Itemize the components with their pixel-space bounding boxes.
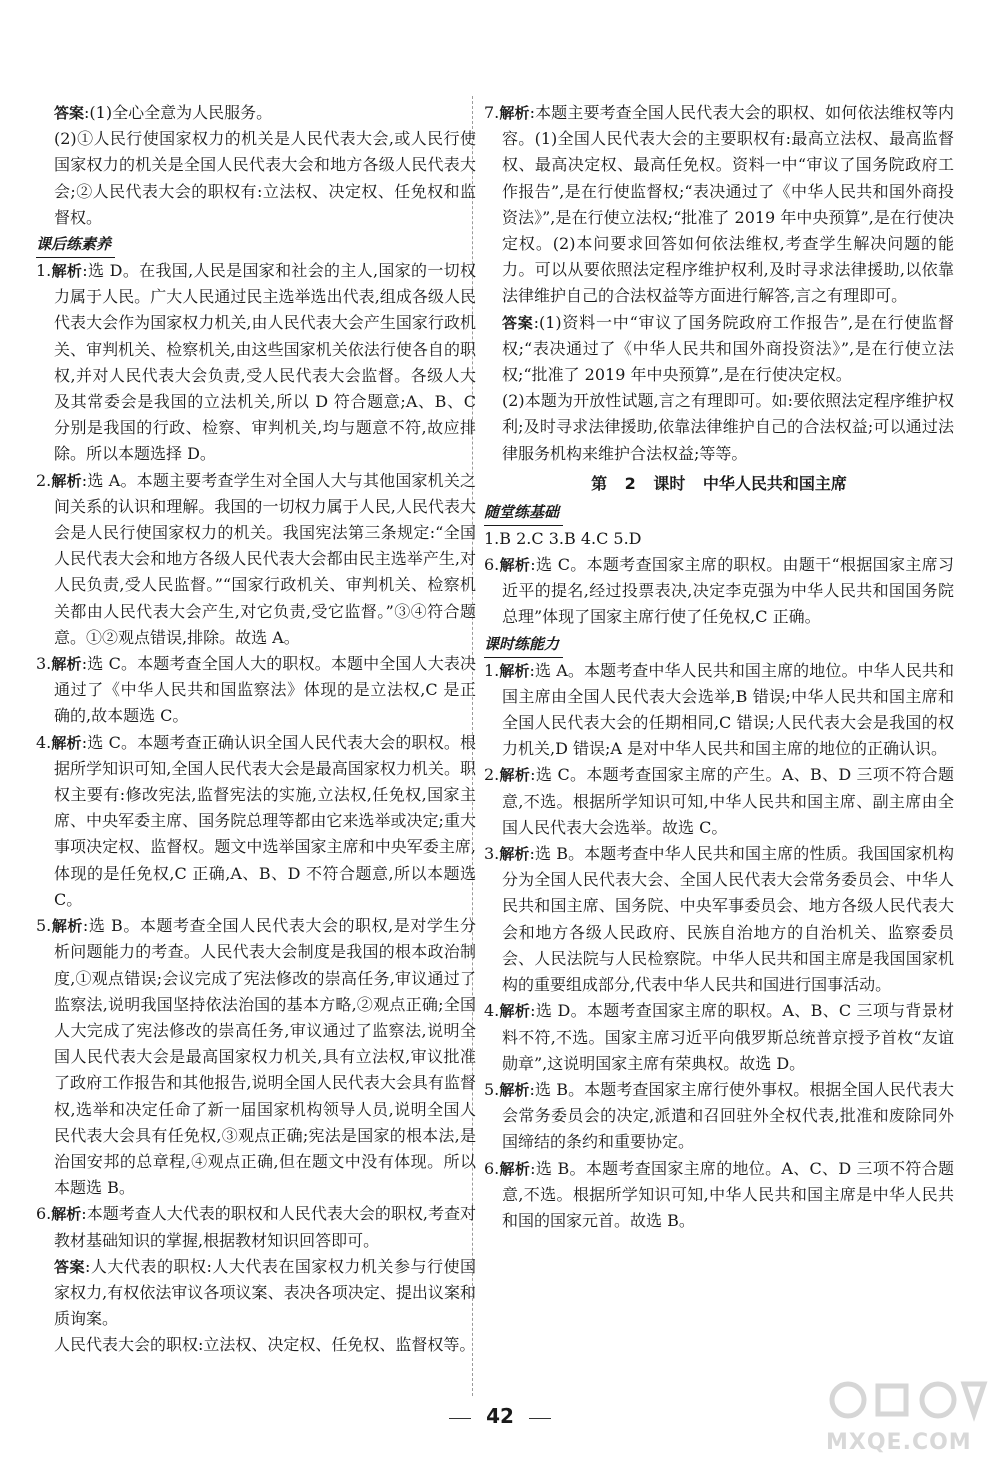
question-number: 4. xyxy=(36,732,52,752)
section-heading: 课时练能力 xyxy=(484,631,563,658)
answer-label: 答案 xyxy=(54,1257,86,1276)
question-number: 6. xyxy=(36,1204,52,1224)
question-item xyxy=(36,913,476,1201)
question-text: :选 C。本题考查国家主席的产生。A、B、D 三项不符合题意,不选。根据所学知识可知,中华人民共和国主席、副主席由全国人民代表大会选举。故选 C。 xyxy=(502,765,954,837)
question-text: :本题考查人大代表的职权和人民代表大会的职权,考查对教材基础知识的掌握,根据教材知识回答即可。 xyxy=(54,1204,476,1250)
question-text: :选 C。本题考查全国人大的职权。本题中全国人大表决通过了《中华人民共和国监察法》体现的是立法权,C 是正确的,故本题选 C。 xyxy=(54,654,476,726)
answer-block xyxy=(484,310,954,389)
question-number: 6. xyxy=(484,1158,500,1178)
section-row xyxy=(484,631,954,658)
question-text: :选 A。本题考查中华人民共和国主席的地位。中华人民共和国主席由全国人民代表大会选举,B 错误;中华人民共和国主席和全国人民代表大会的任期相同,C 错误;人民代表大会是我国的权力机关,D 错误;A 是对中华人民共和国主席的地位的正确认识。 xyxy=(502,660,954,759)
question-text: :选 A。本题主要考查学生对全国人大与其他国家机关之间关系的认识和理解。我国的一切权力属于人民,人民代表大会是人民行使国家权力的机关。我国宪法第三条规定:“全国人民代表大会和地方各级人民代表大会都由民主选举产生,对人民负责,受人民监督。”“国家行政机关、审判机关、检察机关都由人民代表大会产生,对它负责,受它监督。”③④符合题意。①②观点错误,排除。故选 A。 xyxy=(54,470,476,647)
question-number: 3. xyxy=(36,654,52,674)
question-item xyxy=(484,100,954,310)
analysis-label: 解析 xyxy=(499,1159,531,1178)
question-item xyxy=(484,658,954,763)
question-number: 1. xyxy=(36,261,52,281)
section-heading: 随堂练基础 xyxy=(484,499,563,526)
answer-block xyxy=(36,100,476,126)
analysis-label: 解析 xyxy=(51,262,83,281)
analysis-label: 解析 xyxy=(499,845,530,864)
answer-text: :(1)资料一中“审议了国务院政府工作报告”,是在行使监督权;“表决通过了《中华人民共和国外商投资法》”,是在行使立法权;“批准了 2019 年中央预算”,是在行使决定权。 xyxy=(502,312,954,385)
question-item xyxy=(484,552,954,631)
question-text: :选 C。本题考查国家主席的职权。由题干“根据国家主席习近平的提名,经过投票表决,决定李克强为中华人民共和国国务院总理”体现了国家主席行使了任免权,C 正确。 xyxy=(502,555,954,627)
analysis-label: 解析 xyxy=(499,556,531,575)
answer-text-2: 人民代表大会的职权:立法权、决定权、任免权、监督权等。 xyxy=(54,1335,476,1355)
analysis-label: 解析 xyxy=(499,104,530,122)
question-item xyxy=(36,730,476,913)
answer-label: 答案 xyxy=(502,313,534,332)
question-item xyxy=(36,651,476,730)
question-number: 7. xyxy=(484,103,500,122)
question-number: 1. xyxy=(484,660,500,680)
question-item xyxy=(484,762,954,841)
left-column xyxy=(36,100,476,1359)
question-number: 2. xyxy=(36,470,52,490)
right-column xyxy=(484,100,954,1234)
question-text: :选 D。在我国,人民是国家和社会的主人,国家的一切权力属于人民。广大人民通过民主选举选出代表,组成各级人民代表大会作为国家权力机关,由人民代表大会产生国家行政机关、审判机关、检察机关,由这些国家机关依法行使各自的职权,并对人民代表大会负责,受人民代表大会监督。各级人大及其常委会是我国的立法机关,所以 D 符合题意;A、B、C 分别是我国的行政、检察、审判机关,均与题意不符,故应排除。所以本题选择 D。 xyxy=(54,261,476,464)
analysis-label: 解析 xyxy=(499,661,530,680)
lesson-title: 第 2 课时 中华人民共和国主席 xyxy=(591,473,847,493)
analysis-label: 解析 xyxy=(499,1080,530,1099)
question-text: :选 C。本题考查正确认识全国人民代表大会的职权。根据所学知识可知,全国人民代表大会是最高国家权力机关。职权主要有:修改宪法,监督宪法的实施,立法权,任免权,国家主席、中央军委主席、国务院总理等都由它来选举或决定;重大事项决定权、监督权。题文中选举国家主席和中央军委主席,体现的是任免权,C 正确,A、B、D 不符合题意,所以本题选 C。 xyxy=(54,732,476,909)
section-heading: 课后练素养 xyxy=(36,231,115,258)
question-item xyxy=(484,998,954,1077)
analysis-label: 解析 xyxy=(51,733,82,752)
question-number: 4. xyxy=(484,1001,500,1021)
question-text: :选 B。本题考查国家主席行使外事权。根据全国人民代表大会常务委员会的决定,派遣和召回驻外全权代表,批准和废除同外国缔结的条约和重要协定。 xyxy=(502,1079,954,1152)
question-item xyxy=(484,841,954,998)
question-number: 5. xyxy=(484,1079,500,1099)
question-number: 6. xyxy=(484,555,500,575)
question-item xyxy=(484,1077,954,1156)
answer-text-2: (2)本题为开放性试题,言之有理即可。如:要依照法定程序维护权利;及时寻求法律援助,依靠法律维护自己的合法权益;可以通过法律服务机构来维护合法权益;等等。 xyxy=(502,391,954,463)
question-text: :选 B。本题考查国家主席的地位。A、C、D 三项不符合题意,不选。根据所学知识可知,中华人民共和国主席是中华人民共和国的国家元首。故选 B。 xyxy=(502,1158,954,1230)
section-row xyxy=(484,499,954,526)
analysis-label: 解析 xyxy=(51,917,83,936)
question-item xyxy=(36,468,476,651)
question-text: :选 D。本题考查国家主席的职权。A、B、C 三项与背景材料不符,不选。国家主席习近平向俄罗斯总统普京授予首枚“友谊勋章”,这说明国家主席有荣典权。故选 D。 xyxy=(502,1001,954,1073)
question-text: :选 B。本题考查中华人民共和国主席的性质。我国国家机构分为全国人民代表大会、全国人民代表大会常务委员会、中华人民共和国主席、国务院、中央军事委员会、地方各级人民代表大会和地方各级人民政府、民族自治地方的自治机关、监察委员会、人民法院与人民检察院。中华人民共和国主席是我国国家机构的重要组成部分,代表中华人民共和国进行国事活动。 xyxy=(502,844,954,995)
answer-label: 答案 xyxy=(54,104,85,122)
watermark-text: MXQE.COM xyxy=(826,1430,972,1455)
analysis-label: 解析 xyxy=(51,1205,82,1224)
analysis-label: 解析 xyxy=(499,1002,531,1021)
analysis-label: 解析 xyxy=(499,766,531,785)
answer-text: :人大代表的职权:人大代表在国家权力机关参与行使国家权力,有权依法审议各项议案、表决各项决定、提出议案和质询案。 xyxy=(54,1256,476,1329)
question-item xyxy=(36,1201,476,1253)
page-number: 42 xyxy=(486,1404,514,1428)
answer-block xyxy=(36,1254,476,1333)
answer-key-line: 1.B 2.C 3.B 4.C 5.D xyxy=(484,528,642,548)
answer-text: :(1)全心全意为人民服务。 xyxy=(84,103,273,122)
question-number: 3. xyxy=(484,844,500,864)
question-item xyxy=(36,258,476,468)
question-number: 5. xyxy=(36,916,52,936)
question-item xyxy=(484,1156,954,1235)
question-text: :本题主要考查全国人民代表大会的职权、如何依法维权等内容。(1)全国人民代表大会的主要职权有:最高立法权、最高监督权、最高决定权、最高任免权。资料一中“审议了国务院政府工作报告”,是在行使监督权;“表决通过了《中华人民共和国外商投资法》”,是在行使立法权;“批准了 2019 年中央预算”,是在行使决定权。(2)本问要求回答如何依法维权,考查学生解决问题的能力。可以从要依照法定程序维护权利,及时寻求法律援助,以依靠法律维护自己的合法权益等方面进行解答,言之有理即可。 xyxy=(502,103,954,306)
analysis-label: 解析 xyxy=(51,471,82,490)
footer-rule-left xyxy=(449,1418,471,1419)
footer-rule-right xyxy=(529,1418,551,1419)
question-number: 2. xyxy=(484,765,500,785)
section-row xyxy=(36,231,476,258)
analysis-label: 解析 xyxy=(51,655,82,674)
question-text: :选 B。本题考查全国人民代表大会的职权,是对学生分析问题能力的考查。人民代表大会制度是我国的根本政治制度,①观点错误;会议完成了宪法修改的崇高任务,审议通过了监察法,说明我国坚持依法治国的基本方略,②观点正确;全国人大完成了宪法修改的崇高任务,审议通过了监察法,说明全国人民代表大会是最高国家权力机关,具有立法权,审议批准了政府工作报告和其他报告,说明全国人民代表大会具有监督权,选举和决定任命了新一届国家机构领导人员,说明全国人民代表大会具有任免权,③观点正确;宪法是国家的根本法,是治国安邦的总章程,④观点正确,但在题文中没有体现。所以本题选 B。 xyxy=(54,916,476,1198)
answer-text-2: (2)①人民行使国家权力的机关是人民代表大会,或人民行使国家权力的机关是全国人民代表大会和地方各级人民代表大会;②人民代表大会的职权有:立法权、决定权、任免权和监督权。 xyxy=(54,129,476,227)
